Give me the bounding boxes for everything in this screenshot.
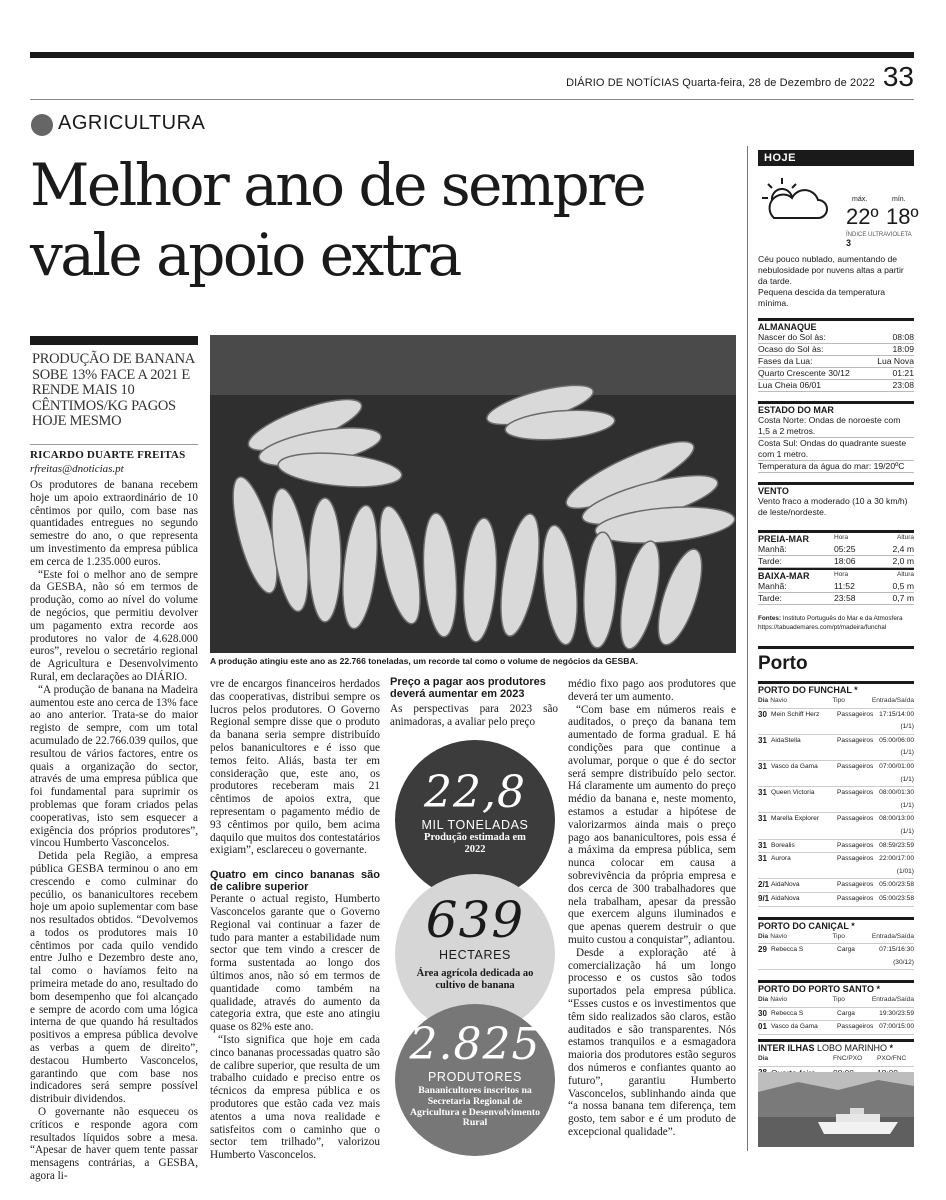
schedule-row: 2/1 AidaNova Passageiros 05:00/23:58 bbox=[758, 879, 914, 893]
almanac-row: Nascer do Sol às: 08:08 bbox=[758, 332, 914, 342]
partly-cloudy-icon bbox=[760, 174, 832, 226]
wind-text: Vento fraco a moderado (10 a 30 km/h) de leste/nordeste. bbox=[758, 496, 908, 517]
sea-line: Costa Sul: Ondas do quadrante sueste com 1 metro. bbox=[758, 438, 914, 461]
paragraph: “Com base em números reais e auditados, o preço da banana tem aumentado de forma gradual. E há condições para que continue a avolumar, porque o que é do sector será sempre distribuído pelo sector. Há claramente um aumento do preço médio da banana e, neste momento, estamos a estudar a hipótese de valorizarmos ainda mais o preço pago aos bananicultores, pois essa é a máxima da empresa pública, sem nunca colocar em causa a sobrevivência da própria empresa e dos cerca de 300 trabalhadores que nela trabalham, apesar da pressão que exercem alguns iluminados e que apenas querem destruir o que muito custou a conquistar”, adiantou. bbox=[568, 703, 736, 946]
porto-title: Porto bbox=[758, 653, 808, 674]
subhead-bar bbox=[30, 336, 198, 345]
schedule-row: 9/1 AidaNova Passageiros 05:00/23:58 bbox=[758, 893, 914, 907]
schedule-row: 31 Aurora Passageiros 22:00/17:00 (1/01) bbox=[758, 853, 914, 879]
sources-url[interactable]: https://tabuademares.com/pt/madeira/funchal bbox=[758, 624, 887, 631]
paragraph: “A produção de banana na Madeira aumentou este ano cerca de 13% face ao ano anterior. Trata-se do maior registo de sempre, com um total acumulado de 22.766.039 quilos, que resultou de vários factores, entre os quais a organização do sector, através de uma empresa pública que foi fundamental para suprimir os problemas que foram criados pelas cooperativas, isto sem esquecer a exigência dos próprios produtores”, vincou Humberto Vasconcelos. bbox=[30, 683, 198, 850]
tide-row: Manhã: 11:52 0,5 m bbox=[758, 581, 914, 591]
sources: Fontes: Instituto Português do Mar e da Atmosfera https://tabuademares.com/pt/madeira/funchal bbox=[758, 614, 914, 632]
forecast-text: Céu pouco nublado, aumentando de nebulosidade por nuvens altas a partir da tarde. bbox=[758, 254, 904, 286]
schedule-row: 31 Marella Explorer Passageiros 08:00/13:00 (1/1) bbox=[758, 813, 914, 839]
article-column-1 bbox=[30, 479, 198, 1183]
schedule-row: 31 AidaStella Passageiros 05:00/06:00 (1/1) bbox=[758, 735, 914, 761]
stat-unit: HECTARES bbox=[439, 948, 511, 962]
porto-box bbox=[758, 646, 914, 1132]
schedule-row: 30 Mein Schiff Herz Passageiros 17:15/14:00 (1/1) bbox=[758, 709, 914, 735]
schedule-row: 29 Rebecca S Carga 07:15/16:30 (30/12) bbox=[758, 944, 914, 970]
max-temp: 22º bbox=[846, 204, 879, 229]
page-header bbox=[566, 61, 914, 92]
paragraph: Desde a exploração até à comercialização há um longo processo e os custos são todos suportados pela empresa pública. “Esses custos e os investimentos que têm sido realizados são claros, estão auditados e são transparentes. Nós estamos tranquilos e a esmagadora maioria dos produtores estão seguros dos números e confiantes quanto ao futuro”, garantiu Humberto Vasconcelos, sublinhando ainda que “a nossa banana tem diferença, tem gosto, tem sabor e é um produto de excepcional qualidade”. bbox=[568, 946, 736, 1138]
stat-number: 22,8 bbox=[424, 767, 526, 818]
ferry-photo-image bbox=[758, 1072, 914, 1147]
paragraph: Perante o actual registo, Humberto Vasconcelos garante que o Governo Regional vai continuar a fazer de tudo para manter a estabilidade num sector que tem vindo a crescer de forma sustentada ao longo dos últimos anos, não só em termos de quantidade como também na qualidade, através do aumento da categoria extra, que este ano atingiu quase os 82% este ano. bbox=[210, 893, 380, 1034]
article-column-3 bbox=[390, 703, 558, 729]
paragraph: “Isto significa que hoje em cada cinco bananas processadas quatro são de calibre superior, que resulta de um trabalho cuidado e preciso entre os técnicos da empresa pública e os produtores que estão cada vez mais atentos a uma nova realidade e satisfeitos com o caminho que o sector tem trilhado”, valorizou Humberto Vasconcelos. bbox=[210, 1033, 380, 1162]
santo-title: PORTO DO PORTO SANTO * bbox=[758, 980, 914, 994]
top-rule bbox=[30, 52, 914, 58]
column-3-subhead: Preço a pagar aos produtores deverá aumentar em 2023 bbox=[390, 676, 546, 700]
min-temp: 18º bbox=[886, 204, 919, 229]
headline: Melhor ano de sempre vale apoio extra bbox=[30, 151, 645, 289]
section-dot-icon bbox=[31, 114, 53, 136]
funchal-title: PORTO DO FUNCHAL * bbox=[758, 681, 914, 695]
schedule-row: 01 Vasco da Gama Passageiros 07:00/15:00 bbox=[758, 1021, 914, 1035]
paragraph: vre de encargos financeiros herdados das cooperativas, distribui sempre os lucros pelos produtores. O Governo Regional sempre disse que o produto da banana seria sempre distribuído pelos bananicultores e é isso que temos feito. Aliás, basta ter em consideração que, este ano, os produtores receberam mais 21 cêntimos de apoios extra, que representam o pagamento médio de 93 cêntimos por quilo, bem acima daquilo que muitos dos contestatários exigiam”, esclareceu o governante. bbox=[210, 678, 380, 857]
tide-row: Tarde: 23:58 0,7 m bbox=[758, 593, 914, 603]
almanac-row: Ocaso do Sol às: 18:09 bbox=[758, 344, 914, 354]
paragraph: As perspectivas para 2023 são animadoras, a avaliar pelo preço bbox=[390, 703, 558, 728]
paragraph: “Este foi o melhor ano de sempre da GESBA, não só em termos de produção, como ao nível do volume de negócios, que permitiu devolver um pagamento extra recorde aos produtores no valor de 4.628.000 euros”, revelou o secretário regional de Agricultura e Desenvolvimento Rural, em declarações ao DIÁRIO. bbox=[30, 568, 198, 683]
sea-line: Temperatura da água do mar: 19/20ºC bbox=[758, 461, 914, 473]
sea-box bbox=[758, 401, 914, 473]
sidebar-rule bbox=[747, 146, 748, 1151]
almanac-box bbox=[758, 318, 914, 392]
author-email: rfreitas@dnoticias.pt bbox=[30, 463, 124, 475]
stat-unit: PRODUTORES bbox=[428, 1070, 522, 1084]
article-column-4 bbox=[568, 678, 736, 1139]
schedule-header: Dia Navio Tipo Entrada/Saída bbox=[758, 994, 914, 1008]
stat-producers bbox=[395, 1004, 555, 1156]
schedule-row: 31 Vasco da Gama Passageiros 07:00/01:00 (1/1) bbox=[758, 761, 914, 787]
canical-title: PORTO DO CANIÇAL * bbox=[758, 917, 914, 931]
schedule-row: 31 Borealis Passageiros 08:59/23:59 bbox=[758, 840, 914, 854]
subhead: PRODUÇÃO DE BANANA SOBE 13% FACE A 2021 E RENDE MAIS 10 CÊNTIMOS/KG PAGOS HOJE MESMO bbox=[32, 351, 195, 429]
stat-description: Área agrícola dedicada ao cultivo de banana bbox=[416, 968, 534, 991]
author: RICARDO DUARTE FREITAS bbox=[30, 449, 186, 461]
stat-description: Produção estimada em 2022 bbox=[424, 832, 526, 855]
tide-row: Manhã: 05:25 2,4 m bbox=[758, 544, 914, 554]
schedule-header: Dia Navio Tipo Entrada/Saída bbox=[758, 695, 914, 709]
photo-caption: A produção atingiu este ano as 22.766 toneladas, um recorde tal como o volume de negócios da GESBA. bbox=[210, 656, 639, 666]
weather-panel bbox=[758, 166, 919, 248]
max-label: máx. bbox=[852, 196, 868, 203]
paragraph: Detida pela Região, a empresa pública GESBA terminou o ano em crescendo e como culminar do pecúlio, os bananicultores recebem hoje um apoio suplementar com base nos resultados obtidos. “Devolvemos a todos os produtores mais 10 cêntimos por cada quilo vendido entre Julho e Dezembro deste ano, tal como o havíamos feito na primeira metade do ano, resultado do bom desempenho que foi alcançado e sempre de acordo com uma lógica interna de que quando há resultados positivos a empresa pública devolve as verbas a quem de direito”, destacou Humberto Vasconcelos, garantindo que com base nos indicadores será sempre possível distribuir dividendos. bbox=[30, 850, 198, 1106]
paragraph: médio fixo pago aos produtores que deverá ter um aumento. bbox=[568, 678, 736, 703]
schedule-header: Dia FNC/PXO PXO/FNC bbox=[758, 1053, 914, 1067]
stat-number: 2.825 bbox=[409, 1019, 541, 1070]
ferry-photo bbox=[758, 1072, 914, 1147]
wind-box bbox=[758, 482, 914, 518]
schedule-row: 31 Queen Victoria Passageiros 08:00/01:30 (1/1) bbox=[758, 787, 914, 813]
sea-line: Costa Norte: Ondas de noroeste com 1,5 a 2 metros. bbox=[758, 415, 914, 438]
schedule-header: Dia Navio Tipo Entrada/Saída bbox=[758, 931, 914, 945]
stat-number: 639 bbox=[425, 891, 525, 949]
almanac-row: Quarto Crescente 30/12 01:21 bbox=[758, 368, 914, 378]
weather-title: HOJE bbox=[758, 150, 914, 166]
section-name: AGRICULTURA bbox=[58, 112, 206, 134]
almanac-title: ALMANAQUE bbox=[758, 318, 914, 332]
low-tide-header: BAIXA-MAR Hora Altura bbox=[758, 568, 914, 581]
min-label: mín. bbox=[892, 196, 906, 203]
column-2-subhead: Quatro em cinco bananas são de calibre superior bbox=[210, 869, 380, 894]
banana-photo-image bbox=[210, 335, 736, 653]
banana-photo bbox=[210, 335, 736, 653]
uv-index: ÍNDICE ULTRAVIOLETA 3 bbox=[846, 232, 912, 248]
inter-title: INTER ILHAS LOBO MARINHO * bbox=[758, 1039, 914, 1053]
header-date: DIÁRIO DE NOTÍCIAS Quarta-feira, 28 de Dezembro de 2022 bbox=[566, 77, 875, 89]
author-rule bbox=[30, 444, 198, 445]
weather-box bbox=[758, 150, 919, 309]
stat-description: Bananicultores inscritos na Secretaria Regional de Agricultura e Desenvolvimento Rural bbox=[409, 1085, 541, 1129]
paragraph: O governante não esqueceu os críticos e responde agora com resultados líquidos sobre a mesa. “Apesar de haver quem tente passar mensagens contrárias, a GESBA, agora li- bbox=[30, 1106, 198, 1183]
page-number: 33 bbox=[882, 61, 914, 92]
article-column-2 bbox=[210, 678, 380, 1162]
tide-row: Tarde: 18:06 2,0 m bbox=[758, 556, 914, 566]
sea-title: ESTADO DO MAR bbox=[758, 401, 914, 415]
stat-unit: MIL TONELADAS bbox=[421, 818, 529, 832]
almanac-row: Fases da Lua: Lua Nova bbox=[758, 356, 914, 366]
header-rule bbox=[30, 99, 914, 100]
almanac-row: Lua Cheia 06/01 23:08 bbox=[758, 380, 914, 390]
schedule-row: 30 Rebecca S Carga 19:30/23:59 bbox=[758, 1008, 914, 1022]
wind-title: VENTO bbox=[758, 482, 914, 496]
high-tide-header: PREIA-MAR Hora Altura bbox=[758, 530, 914, 544]
forecast-text-2: Pequena descida da temperatura mínima. bbox=[758, 287, 886, 308]
paragraph: Os produtores de banana recebem hoje um apoio extraordinário de 10 cêntimos por quilo, com base nas quantidades entregues no segundo semestre do ano, o que representa um investimento da empresa pública em cerca de 1.235.000 euros. bbox=[30, 479, 198, 568]
tides-box bbox=[758, 530, 914, 605]
